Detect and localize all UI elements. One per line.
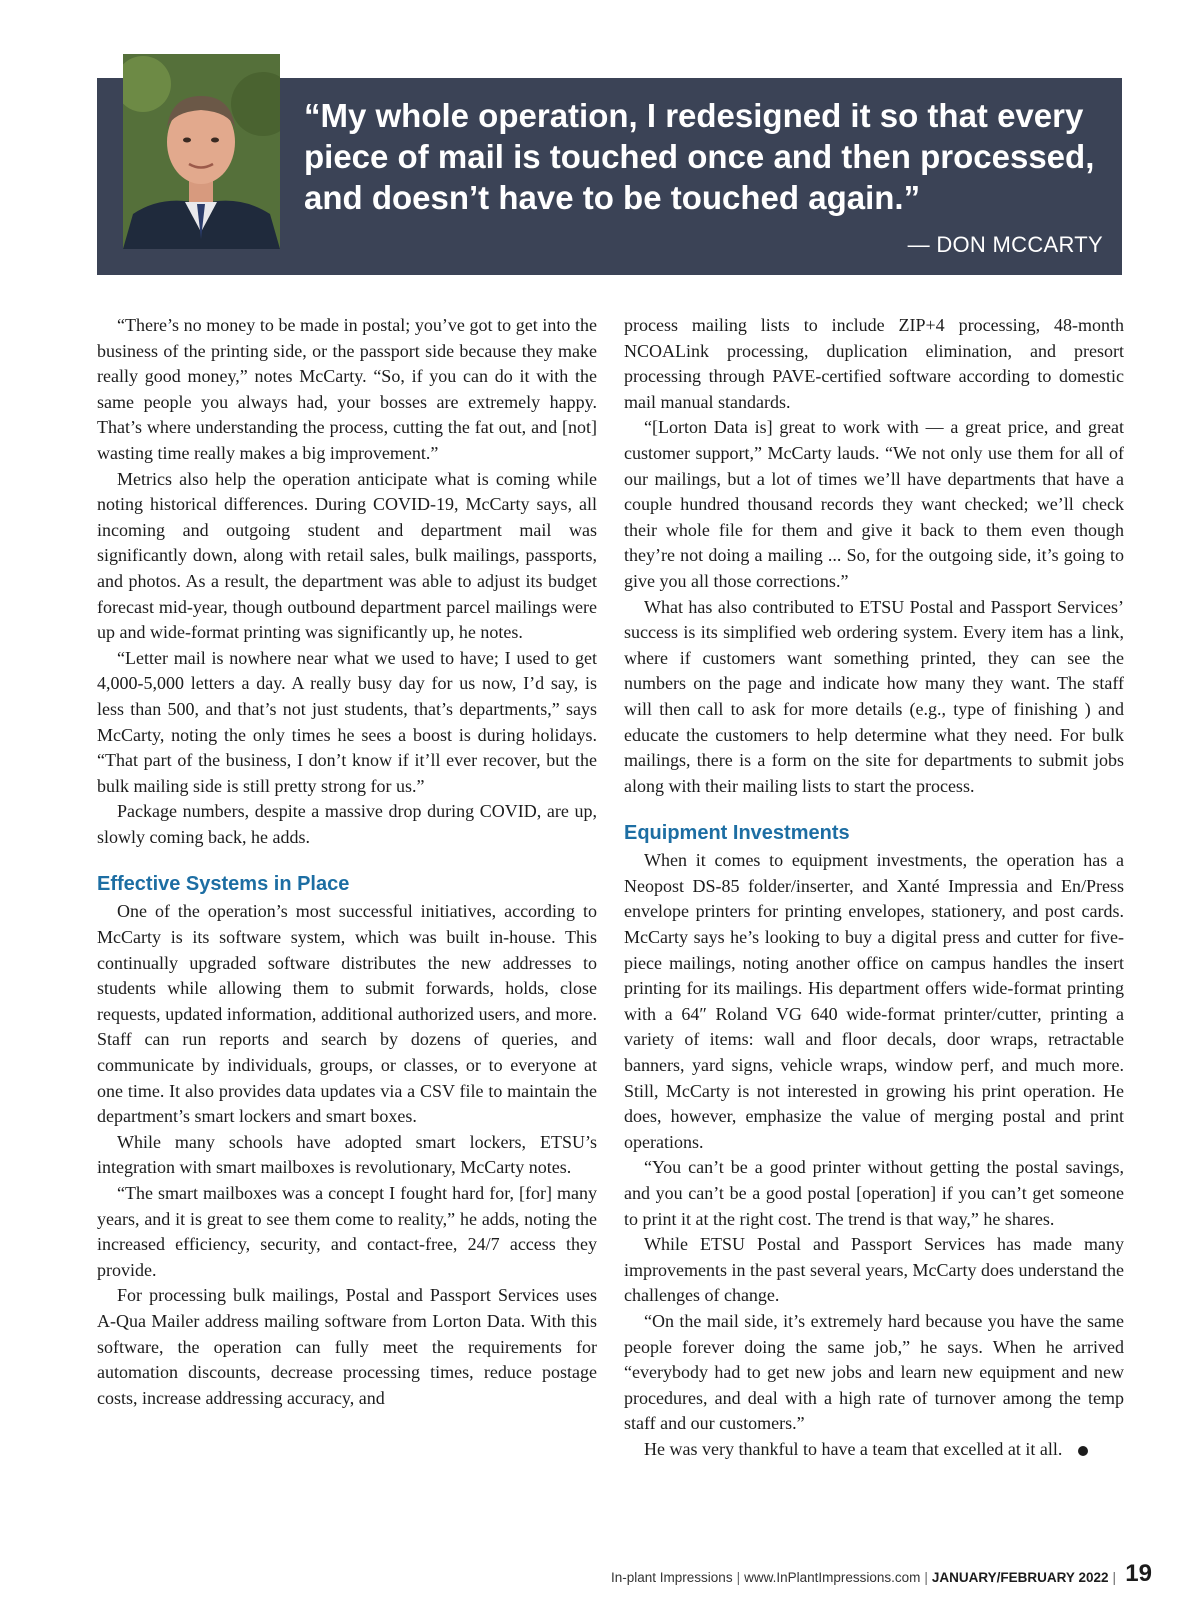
section-heading-effective-systems: Effective Systems in Place [97,873,350,896]
footer-separator: | [736,1570,741,1585]
article-column-right [624,313,1124,1463]
paragraph: Metrics also help the operation anticipate what is coming while noting historical differences. During COVID-19, McCarty says, all incoming and outgoing student and department mail was significantly down, along with retail sales, bulk mailings, passports, and photos. As a result, the department was able to adjust its budget forecast mid-year, though outbound department parcel mailings were up and wide-format printing was significantly up, he notes. [97,468,597,643]
paragraph: One of the operation’s most successful initiatives, according to McCarty is its software system, which was built in-house. This continually upgraded software distributes the new addresses to students while allowing them to submit forwards, holds, close requests, updated information, additional authorized users, and more. Staff can run reports and search by dozens of queries, and communicate by individuals, groups, or classes, or to everyone at one time. It also provides data updates via a CSV file to maintain the department’s smart lockers and smart boxes. [97,901,597,1127]
paragraph: What has also contributed to ETSU Postal and Passport Services’ success is its simplified web ordering system. Every item has a link, where if customers want something printed, they can see the numbers on the page and indicate how many they want. The staff will then call to ask for more details (e.g., type of finishing ) and educate the customers to help determine what they need. For bulk mailings, there is a form on the site for departments to submit jobs along with their mailing lists to start the process. [624,596,1124,796]
portrait-photo [123,54,280,249]
pull-quote-attribution: — DON MCCARTY [907,232,1103,257]
footer-website: www.InPlantImpressions.com [744,1570,921,1585]
footer-separator: | [1112,1570,1116,1585]
paragraph: “On the mail side, it’s extremely hard because you have the same people forever doing the same job,” he says. When he arrived “everybody had to get new jobs and learn new equipment and new procedures, and deal with a high rate of turnover among the temp staff and our customers.” [624,1310,1124,1434]
end-of-article-bullet-icon [1078,1446,1088,1456]
paragraph-continuation: process mailing lists to include ZIP+4 processing, 48-month NCOALink processing, duplication elimination, and presort processing through PAVE-certified software according to domestic mail manual standards. [624,315,1124,412]
closing-text: He was very thankful to have a team that excelled at it all. [644,1438,1063,1459]
paragraph: While many schools have adopted smart lockers, ETSU’s integration with smart mailboxes is revolutionary, McCarty notes. [97,1131,597,1178]
footer-separator: | [924,1570,928,1585]
article-column-left [97,313,597,1411]
page-footer [611,1570,1120,1585]
footer-issue: JANUARY/FEBRUARY 2022 [931,1570,1109,1585]
closing-paragraph [624,1437,1124,1463]
paragraph: “The smart mailboxes was a concept I fought hard for, [for] many years, and it is great to see them come to reality,” he adds, noting the increased efficiency, security, and contact-free, 24/7 access they provide. [97,1183,597,1280]
page-number: 19 [1125,1560,1152,1587]
portrait-illustration [123,54,280,249]
paragraph: “There’s no money to be made in postal; you’ve got to get into the business of the printing side, or the passport side because they make really good money,” notes McCarty. “So, if you can do it with the same people you always had, your bosses are extremely happy. That’s where understanding the process, cutting the fat out, and [not] wasting time really makes a big improvement.” [97,315,597,463]
paragraph: “Letter mail is nowhere near what we used to have; I used to get 4,000-5,000 letters a day. A really busy day for us now, I’d say, is less than 500, and that’s not just students, that’s departments,” says McCarty, noting the only times he sees a boost is during holidays. “That part of the business, I don’t know if it’ll ever recover, but the bulk mailing side is still pretty strong for us.” [97,647,597,796]
paragraph: When it comes to equipment investments, the operation has a Neopost DS-85 folder/inserter, and Xanté Impressia and En/Press envelope printers for printing envelopes, stationery, and post cards. McCarty says he’s looking to buy a digital press and cutter for five-piece mailings, noting another office on campus handles the insert printing for its mailings. His department offers wide-format printing with a 64″ Roland VG 640 wide-format printer/cutter, printing a variety of items: wall and floor decals, door wraps, retractable banners, yard signs, vehicle wraps, window perf, and much more. Still, McCarty is not interested in growing his print operation. He does, however, emphasize the value of merging postal and print operations. [624,850,1124,1152]
paragraph: “You can’t be a good printer without getting the postal savings, and you can’t be a good postal [operation] if you can’t get someone to print it at the right cost. The trend is that way,” he shares. [624,1157,1124,1229]
paragraph: While ETSU Postal and Passport Services has made many improvements in the past several years, McCarty does understand the challenges of change. [624,1234,1124,1306]
paragraph: Package numbers, despite a massive drop during COVID, are up, slowly coming back, he adds. [97,801,597,847]
footer-publication: In-plant Impressions [611,1570,733,1585]
paragraph: For processing bulk mailings, Postal and Passport Services uses A-Qua Mailer address mailing software from Lorton Data. With this software, the operation can fully meet the requirements for automation discounts, decrease processing times, reduce postage costs, increase addressing accuracy, and [97,1285,597,1408]
section-heading-equipment-investments: Equipment Investments [624,822,850,845]
pull-quote-text: “My whole operation, I redesigned it so that every piece of mail is touched once and then processed, and doesn’t have to be touched again.” [304,97,1095,216]
paragraph: “[Lorton Data is] great to work with — a great price, and great customer support,” McCarty lauds. “We not only use them for all of our mailings, but a lot of times we’ll have departments that have a couple hundred thousand records they want checked; we’ll check their whole file for them and give it back to them even though they’re not doing a mailing ... So, for the outgoing side, it’s going to give you all those corrections.” [624,417,1124,591]
